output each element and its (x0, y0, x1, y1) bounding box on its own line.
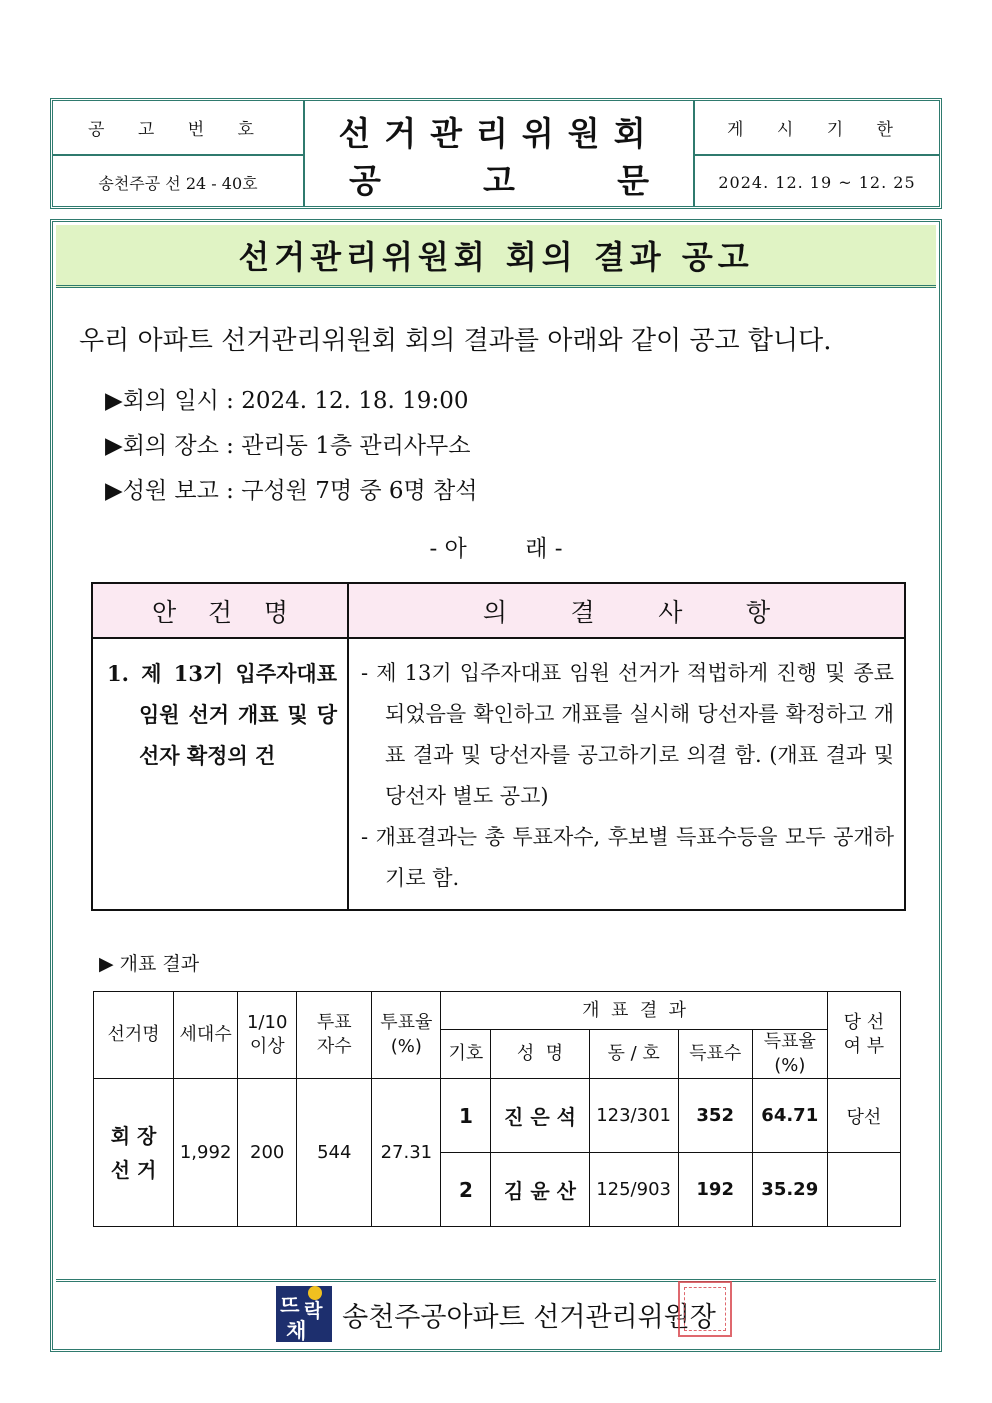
notice-body (50, 219, 942, 1352)
table-row (94, 1079, 901, 1153)
candidate-share: 35.29 (752, 1153, 827, 1227)
official-seal-icon (678, 1281, 732, 1337)
notice-banner: 선거관리위원회 회의 결과 공고 (56, 225, 936, 288)
notice-header (50, 98, 942, 209)
th-election: 선거명 (94, 992, 174, 1079)
resolution-item: - 제 13기 입주자대표 임원 선거가 적법하게 진행 및 종료되었음을 확인하고 개표를 실시해 당선자를 확정하고 개표 결과 및 당선자를 공고하기로 의결 함. (개표 결과 및 당선자 별도 공고) (361, 661, 894, 808)
resolution-item: - 개표결과는 총 투표자수, 후보별 득표수등을 모두 공개하기로 함. (361, 825, 894, 890)
intro-text: 우리 아파트 선거관리위원회 회의 결과를 아래와 같이 공고 합니다. (79, 326, 832, 356)
voters: 544 (297, 1079, 372, 1227)
apartment-logo: 뜨 락 채 (276, 1286, 332, 1342)
turnout: 27.31 (372, 1079, 441, 1227)
election-name: 회 장 선 거 (94, 1079, 174, 1227)
candidate-votes: 192 (678, 1153, 752, 1227)
vote-result-table (93, 991, 901, 1227)
th-one-tenth: 1/10 이상 (238, 992, 297, 1079)
signature-footer (56, 1279, 936, 1346)
th-households: 세대수 (174, 992, 238, 1079)
resolution-col-title: 의 결 사 항 (348, 583, 905, 638)
candidate-unit: 125/903 (589, 1153, 678, 1227)
below-mark: - 아 래 - (429, 536, 563, 562)
th-elected: 당 선 여 부 (827, 992, 900, 1079)
signature-line: 송천주공아파트 선거관리위원장 (342, 1295, 716, 1334)
candidate-name: 진 은 석 (491, 1079, 589, 1153)
candidate-unit: 123/301 (589, 1079, 678, 1153)
one-tenth: 200 (238, 1079, 297, 1227)
candidate-votes: 352 (678, 1079, 752, 1153)
candidate-number: 1 (441, 1079, 491, 1153)
th-name: 성 명 (491, 1030, 589, 1079)
th-voters: 투표 자수 (297, 992, 372, 1079)
agenda-col-title: 안 건 명 (92, 583, 348, 638)
candidate-elected: 당선 (827, 1079, 900, 1153)
th-result: 개 표 결 과 (441, 992, 827, 1030)
notice-title (305, 101, 693, 208)
candidate-share: 64.71 (752, 1079, 827, 1153)
resolution-text (348, 638, 905, 910)
notice-number-label: 공 고 번 호 (88, 120, 268, 140)
candidate-elected (827, 1153, 900, 1227)
notice-number: 송천주공 선 24 - 40호 (98, 173, 258, 193)
posting-period-label: 게 시 기 한 (727, 120, 907, 140)
th-number: 기호 (441, 1030, 491, 1079)
notice-doc-title: 공 고 문 (349, 160, 649, 200)
candidate-name: 김 윤 산 (491, 1153, 589, 1227)
meeting-date: ▶회의 일시 : 2024. 12. 18. 19:00 (105, 388, 469, 414)
agenda-item: 1. 제 13기 입주자대표 임원 선거 개표 및 당선자 확정의 건 (92, 638, 348, 910)
th-votes: 득표수 (678, 1030, 752, 1079)
vote-result-label: ▶ 개표 결과 (99, 953, 200, 975)
candidate-number: 2 (441, 1153, 491, 1227)
committee-title: 선거관리위원회 (338, 113, 660, 153)
posting-period: 2024. 12. 19 ~ 12. 25 (718, 172, 916, 192)
households: 1,992 (174, 1079, 238, 1227)
quorum-report: ▶성원 보고 : 구성원 7명 중 6명 참석 (105, 478, 478, 504)
th-share: 득표율 (%) (752, 1030, 827, 1079)
th-turnout: 투표율 (%) (372, 992, 441, 1079)
meeting-place: ▶회의 장소 : 관리동 1층 관리사무소 (105, 433, 471, 459)
agenda-table (91, 582, 906, 911)
th-unit: 동 / 호 (589, 1030, 678, 1079)
